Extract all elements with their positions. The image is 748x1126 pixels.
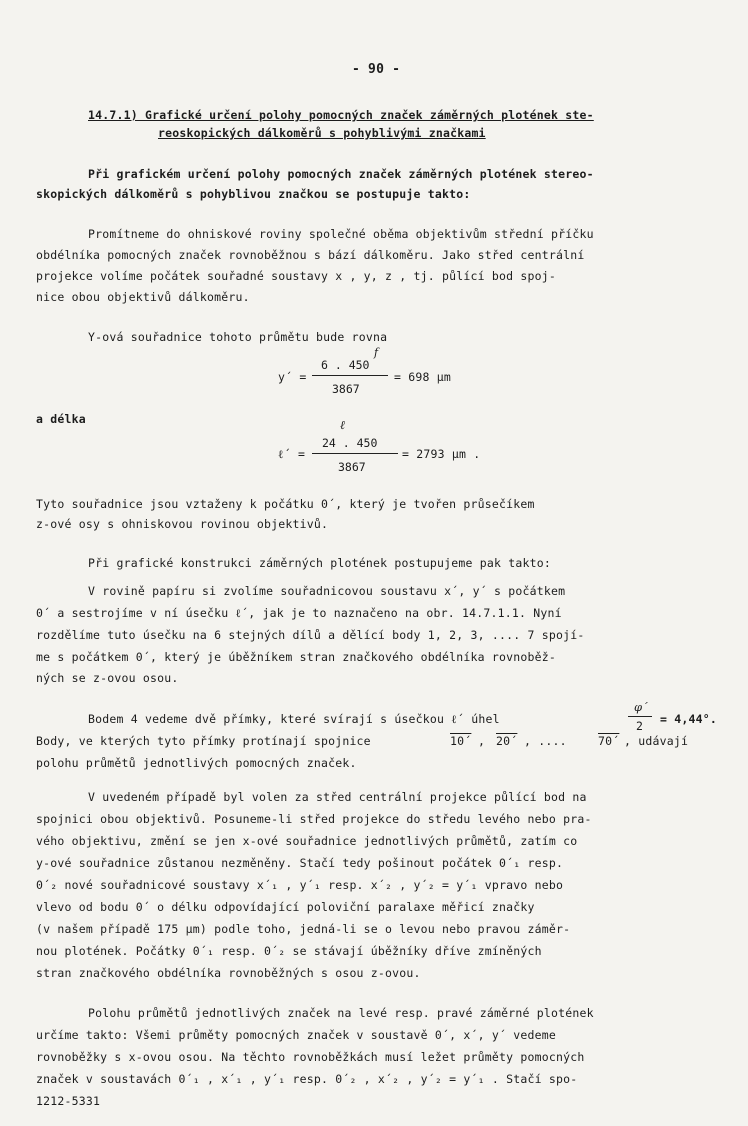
segment-dots: , .... [524, 734, 567, 748]
para2-line-4: me s počátkem 0´, který je úběžníkem stran značkového obdélníka rovnoběž- [36, 650, 557, 664]
intro-line-1: Při grafickém určení polohy pomocných značek záměrných plotének stereo- [88, 167, 594, 181]
coords-line-1: Tyto souřadnice jsou vztaženy k počátku 0´, který je tvořen průsečíkem [36, 497, 535, 511]
angle-numerator: φ´ [634, 700, 648, 714]
angle-fraction [628, 702, 658, 738]
para3-line-2: Body, ve kterých tyto přímky protínají spojnice [36, 734, 371, 748]
fraction-bar [312, 375, 388, 376]
coords-line-2: z-ové osy s ohniskovou rovinou objektivů. [36, 517, 329, 531]
para1-line-1: Promítneme do ohniskové roviny společné oběma objektivům střední příčku [88, 227, 594, 241]
angle-denominator: 2 [636, 719, 643, 733]
para5-line-2: určíme takto: Všemi průměty pomocných značek v soustavě 0´, x´, y´ vedeme [36, 1028, 557, 1042]
formula-y-denominator: 3867 [332, 382, 360, 396]
para4-line-2: spojnici obou objektivů. Posuneme-li střed projekce do středu levého nebo pra- [36, 812, 592, 826]
para2-line-2: 0´ a sestrojíme v ní úsečku ℓ´, jak je to naznačeno na obr. 14.7.1.1. Nyní [36, 606, 562, 620]
para4-line-5: 0´₂ nové souřadnicové soustavy x´₁ , y´₁ resp. x´₂ , y´₂ = y´₁ vpravo nebo [36, 878, 564, 892]
para5-line-3: rovnoběžky s x-ovou osou. Na těchto rovnoběžkách musí ležet průměty pomocných [36, 1050, 585, 1064]
para4-line-3: vého objektivu, změní se jen x-ové souřadnice jednotlivých průmětů, zatím co [36, 834, 578, 848]
para1-line-4: nice obou objektivů dálkoměru. [36, 290, 250, 304]
fraction-bar [628, 716, 652, 717]
segment-tail: , udávají [624, 734, 689, 748]
para4-line-6: vlevo od bodu 0´ o délku odpovídající poloviční paralaxe měřicí značky [36, 900, 535, 914]
para5-line-1: Polohu průmětů jednotlivých značek na levé resp. pravé záměrné plotének [88, 1006, 594, 1020]
section-heading-line2: reoskopických dálkoměrů s pohyblivými značkami [158, 126, 486, 140]
para4-line-1: V uvedeném případě byl volen za střed centrální projekce půlící bod na [88, 790, 587, 804]
para1-line-3: projekce volíme počátek souřadné soustavy x , y, z , tj. půlící bod spoj- [36, 269, 557, 283]
document-page: - 90 - 14.7.1) Grafické určení polohy pomocných značek záměrných plotének ste- reoskopických dálkoměrů s pohyblivými značkami Při grafickém určení polohy pomocných značek záměrných plotének stereo- skopických dálkoměrů s pohyblivou značkou se postupuje takto: Promítneme do ohniskové roviny společné oběma objektivům střední příčku obdélníka pomocných značek rovnoběžnou s bází dálkoměru. Jako střed centrální projekce volíme počátek souřadné soustavy x , y, z , tj. půlící bod spoj- nice obou objektivů dálkoměru. Y-ová souřadnice tohoto průmětu bude rovna y´ = 6 . 450 f 3867 = 698 µm a délka ℓ ℓ´ = 24 . 450 3867 = 2793 µm . Tyto souřadnice jsou vztaženy k počátku 0´, který je tvořen průsečíkem z-ové osy s ohniskovou rovinou objektivů. Při grafické konstrukci záměrných plotének postupujeme pak takto: V rovině papíru si zvolíme souřadnicovou soustavu x´, y´ s počátkem 0´ a sestrojíme v ní úsečku ℓ´, jak je to naznačeno na obr. 14.7.1.1. Nyní rozdělíme tuto úsečku na 6 stejných dílů a dělící body 1, 2, 3, .... 7 spojí- me s počátkem 0´, který je úběžníkem stran značkového obdélníka rovnoběž- ných se z-ovou osou. Bodem 4 vedeme dvě přímky, které svírají s úsečkou ℓ´ úhel φ´ 2 = 4,44°. Body, ve kterých tyto přímky protínají spojnice 10´ , 20´ , .... 70´ , udávají polohu průmětů jednotlivých pomocných značek. V uvedeném případě byl volen za střed centrální projekce půlící bod na spojnici obou objektivů. Posuneme-li střed projekce do středu levého nebo pra- vého objektivu, změní se jen x-ové souřadnice jednotlivých průmětů, zatím co y-ové souřadnice zůstanou nezměněny. Stačí tedy pošinout počátek 0´₁ resp. 0´₂ nové souřadnicové soustavy x´₁ , y´₁ resp. x´₂ , y´₂ = y´₁ vpravo nebo vlevo od bodu 0´ o délku odpovídající poloviční paralaxe měřicí značky (v našem případě 175 µm) podle toho, jedná-li se o levou nebo pravou záměr- nou plotének. Počátky 0´₁ resp. 0´₂ se stávají úběžníky dříve zmíněných stran značkového obdélníka rovnoběžných s osou z-ovou. Polohu průmětů jednotlivých značek na levé resp. pravé záměrné plotének určíme takto: Všemi průměty pomocných značek v soustavě 0´, x´, y´ vedeme rovnoběžky s x-ovou osou. Na těchto rovnoběžkách musí ležet průměty pomocných značek v soustavách 0´₁ , x´₁ , y´₁ resp. 0´₂ , x´₂ , y´₂ = y´₁ . Stačí spo- 1212-5331 [36, 62, 717, 1108]
formula-y-fraction [312, 346, 392, 402]
formula-l-lhs: ℓ´ = [278, 447, 306, 461]
section-heading-line1: 14.7.1) Grafické určení polohy pomocných značek záměrných plotének ste- [88, 108, 594, 122]
segment-70: 70´ [598, 734, 620, 748]
formula-y-superscript: f [374, 346, 379, 359]
para4-line-8: nou plotének. Počátky 0´₁ resp. 0´₂ se stávají úběžníky dříve zmíněných [36, 944, 542, 958]
formula-y-lhs: y´ = [278, 370, 307, 384]
length-label: a délka [36, 412, 86, 426]
para3-line-3: polohu průmětů jednotlivých pomocných značek. [36, 756, 357, 770]
formula-l-numerator: 24 . 450 [322, 436, 378, 450]
formula-l-fraction [312, 436, 402, 480]
para4-line-4: y-ové souřadnice zůstanou nezměněny. Stačí tedy pošinout počátek 0´₁ resp. [36, 856, 564, 870]
segment-10: 10´ [450, 734, 472, 748]
formula-l-above: ℓ [340, 418, 346, 432]
para4-line-7: (v našem případě 175 µm) podle toho, jedná-li se o levou nebo pravou záměr- [36, 922, 571, 936]
intro-line-2: skopických dálkoměrů s pohyblivou značkou se postupuje takto: [36, 187, 471, 201]
y-coordinate-text: Y-ová souřadnice tohoto průmětu bude rovna [88, 330, 388, 344]
formula-l-result: = 2793 µm . [402, 447, 481, 461]
formula-y-numerator: 6 . 450 [321, 358, 370, 372]
angle-value: = 4,44°. [660, 712, 717, 726]
para2-line-3: rozdělíme tuto úsečku na 6 stejných dílů a dělící body 1, 2, 3, .... 7 spojí- [36, 628, 585, 642]
para1-line-2: obdélníka pomocných značek rovnoběžnou s bází dálkoměru. Jako střed centrální [36, 248, 585, 262]
page-number: - 90 - [352, 62, 401, 77]
para2-line-1: V rovině papíru si zvolíme souřadnicovou soustavu x´, y´ s počátkem [88, 584, 566, 598]
fraction-bar [312, 453, 398, 454]
construction-text: Při grafické konstrukci záměrných plotének postupujeme pak takto: [88, 556, 552, 570]
segment-20: 20´ [496, 734, 518, 748]
formula-l-denominator: 3867 [338, 460, 366, 474]
para4-line-9: stran značkového obdélníka rovnoběžných s osou z-ovou. [36, 966, 421, 980]
para3-line-1: Bodem 4 vedeme dvě přímky, které svírají s úsečkou ℓ´ úhel [88, 712, 500, 726]
para5-line-4: značek v soustavách 0´₁ , x´₁ , y´₁ resp. 0´₂ , x´₂ , y´₂ = y´₁ . Stačí spo- [36, 1072, 578, 1086]
formula-y-result: = 698 µm [394, 370, 451, 384]
footer-code: 1212-5331 [36, 1094, 101, 1108]
para2-line-5: ných se z-ovou osou. [36, 671, 179, 685]
